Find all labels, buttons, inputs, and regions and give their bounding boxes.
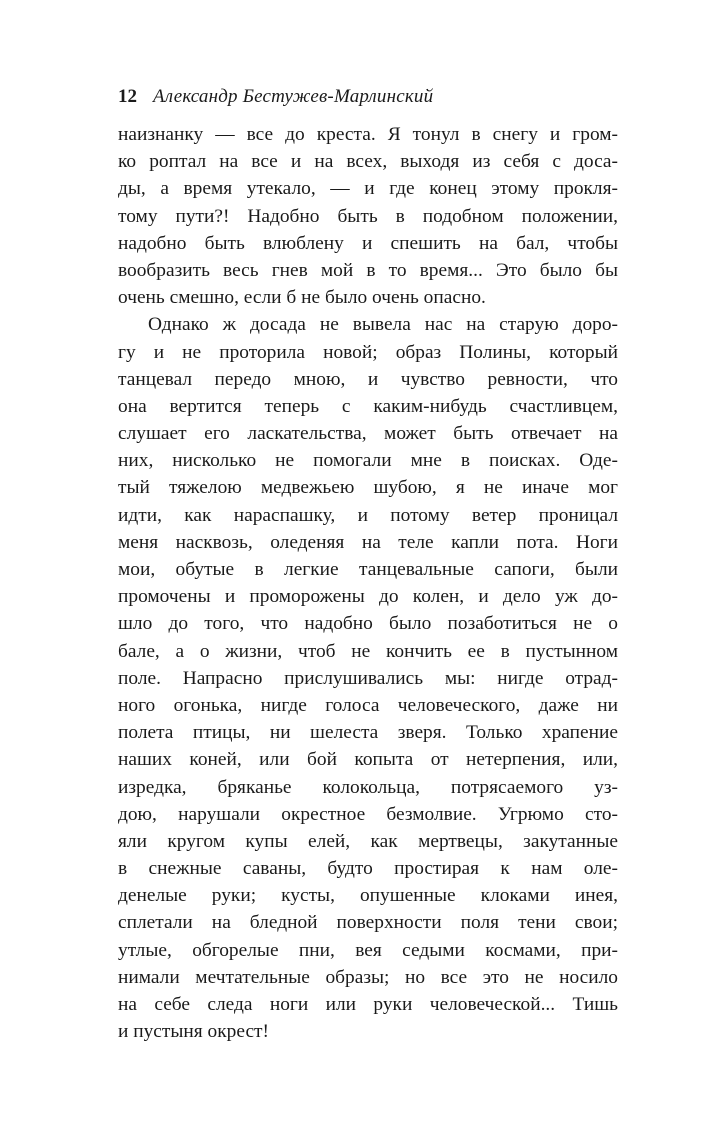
text-line: Однако ж досада не вывела нас на старую доро-: [148, 314, 618, 336]
text-line: них, нисколько не помогали мне в поисках. Оде-: [118, 450, 618, 472]
text-line: наших коней, или бой копыта от нетерпения, или,: [118, 749, 618, 771]
header-author: Александр Бестужев-Марлинский: [153, 86, 434, 107]
text-line: утлые, обгорелые пни, вея седыми космами, при-: [118, 939, 618, 961]
text-line: изредка, бряканье колокольца, потрясаемого уз-: [118, 776, 618, 798]
text-line: сплетали на бледной поверхности поля тени свои;: [118, 912, 618, 934]
text-line: ко роптал на все и на всех, выходя из себя с доса-: [118, 151, 618, 173]
text-line: ного огонька, нигде голоса человеческого, даже ни: [118, 694, 618, 716]
text-line: мои, обутые в легкие танцевальные сапоги, были: [118, 559, 618, 580]
text-line: тому пути?! Надобно быть в подобном положении,: [118, 205, 618, 227]
text-line: на себе следа ноги или руки человеческой... Тишь: [118, 994, 618, 1015]
text-line: и пустыня окрест!: [118, 1021, 269, 1043]
page-number: 12: [118, 86, 137, 107]
paragraph: [118, 121, 618, 311]
text-line: слушает его ласкательства, может быть отвечает на: [118, 423, 618, 445]
text-line: дою, нарушали окрестное безмолвие. Угрюмо сто-: [118, 803, 618, 825]
text-line: бале, а о жизни, чтоб не кончить ее в пустынном: [118, 640, 618, 662]
text-line: танцевал передо мною, и чувство ревности, что: [118, 368, 618, 390]
text-line: надобно быть влюблену и спешить на бал, чтобы: [118, 232, 618, 254]
text-line: промочены и проморожены до колен, и дело уж до-: [118, 586, 618, 608]
text-line: гу и не проторила новой; образ Полины, который: [118, 341, 618, 363]
text-line: полета птицы, ни шелеста зверя. Только храпение: [118, 722, 618, 744]
text-line: шло до того, что надобно было позаботиться не о: [118, 613, 618, 635]
text-line: поле. Напрасно прислушивались мы: нигде отрад-: [118, 667, 618, 689]
text-line: нимали мечтательные образы; но все это не носило: [118, 966, 618, 988]
text-line: ды, а время утекало, — и где конец этому прокля-: [118, 178, 618, 200]
text-line: денелые руки; кусты, опушенные клоками инея,: [118, 885, 618, 907]
text-line: яли кругом купы елей, как мертвецы, закутанные: [118, 830, 618, 852]
body-text: [118, 121, 618, 1045]
text-line: в снежные саваны, будто простирая к нам оле-: [118, 858, 618, 880]
paragraph: [118, 311, 618, 1045]
text-line: она вертится теперь с каким-нибудь счастливцем,: [118, 395, 618, 417]
running-head: [118, 85, 433, 109]
text-line: меня насквозь, оледеняя на теле капли пота. Ноги: [118, 531, 618, 553]
text-line: очень смешно, если б не было очень опасно.: [118, 287, 486, 309]
text-line: наизнанку — все до креста. Я тонул в снегу и гром-: [118, 124, 618, 145]
text-line: идти, как нараспашку, и потому ветер проницал: [118, 504, 618, 526]
text-line: тый тяжелою медвежьею шубою, я не иначе мог: [118, 477, 618, 499]
text-line: вообразить весь гнев мой в то время... Это было бы: [118, 259, 618, 281]
